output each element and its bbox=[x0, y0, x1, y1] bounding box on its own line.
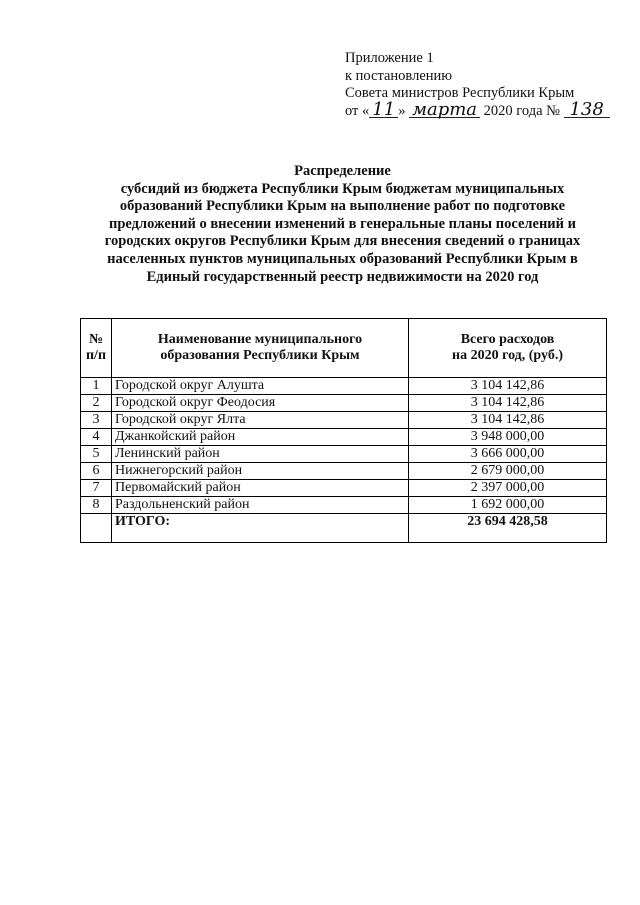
document-title bbox=[80, 163, 605, 286]
table-row bbox=[81, 412, 607, 429]
appendix-title: Приложение 1 bbox=[345, 50, 434, 66]
column-header-amount: Всего расходов на 2020 год, (руб.) bbox=[409, 319, 607, 378]
title-line: Распределение bbox=[294, 163, 391, 179]
total-row bbox=[81, 514, 607, 543]
amount: 3 104 142,86 bbox=[409, 395, 607, 412]
amount: 3 104 142,86 bbox=[409, 412, 607, 429]
table-header-row bbox=[81, 319, 607, 378]
row-number: 6 bbox=[81, 463, 112, 480]
row-number: 7 bbox=[81, 480, 112, 497]
table-row bbox=[81, 429, 607, 446]
table-row bbox=[81, 378, 607, 395]
amount: 2 397 000,00 bbox=[409, 480, 607, 497]
column-header-name: Наименование муниципального образования Республики Крым bbox=[112, 319, 409, 378]
table-row bbox=[81, 395, 607, 412]
row-number: 1 bbox=[81, 378, 112, 395]
title-line: субсидий из бюджета Республики Крым бюджетам муниципальных bbox=[120, 180, 565, 197]
table-row bbox=[81, 463, 607, 480]
row-number: 3 bbox=[81, 412, 112, 429]
municipality-name: Раздольненский район bbox=[112, 497, 409, 514]
table-row bbox=[81, 446, 607, 463]
table-row bbox=[81, 480, 607, 497]
table-row bbox=[81, 497, 607, 514]
amount: 1 692 000,00 bbox=[409, 497, 607, 514]
municipality-name: Городской округ Феодосия bbox=[112, 395, 409, 412]
column-header-number: № п/п bbox=[81, 319, 112, 378]
date-prefix: от « bbox=[345, 102, 370, 119]
amount: 2 679 000,00 bbox=[409, 463, 607, 480]
amount: 3 104 142,86 bbox=[409, 378, 607, 395]
row-number: 8 bbox=[81, 497, 112, 514]
subsidy-table bbox=[80, 318, 607, 543]
municipality-name: Городской округ Алушта bbox=[112, 378, 409, 395]
total-amount: 23 694 428,58 bbox=[409, 514, 607, 543]
total-label: ИТОГО: bbox=[112, 514, 409, 543]
row-number: 5 bbox=[81, 446, 112, 463]
row-number: 4 bbox=[81, 429, 112, 446]
municipality-name: Первомайский район bbox=[112, 480, 409, 497]
appendix-authority: Совета министров Республики Крым bbox=[345, 85, 575, 101]
appendix-header bbox=[345, 50, 610, 120]
date-month: марта bbox=[409, 103, 480, 118]
appendix-date-line bbox=[345, 98, 610, 121]
date-year: 2020 года № bbox=[483, 102, 560, 119]
row-number: 2 bbox=[81, 395, 112, 412]
document-number: 138 bbox=[564, 103, 610, 118]
date-separator: » bbox=[398, 102, 406, 119]
title-line: образований Республики Крым на выполнение работ по подготовке bbox=[119, 198, 566, 215]
title-line: предложений о внесении изменений в генеральные планы поселений и bbox=[108, 215, 576, 232]
municipality-name: Джанкойский район bbox=[112, 429, 409, 446]
appendix-reference: к постановлению bbox=[345, 67, 453, 84]
total-empty-cell bbox=[81, 514, 112, 543]
amount: 3 948 000,00 bbox=[409, 429, 607, 446]
amount: 3 666 000,00 bbox=[409, 446, 607, 463]
title-line: Единый государственный реестр недвижимости на 2020 год bbox=[146, 268, 539, 285]
date-day: 11 bbox=[369, 103, 398, 118]
title-line: населенных пунктов муниципальных образований Республики Крым в bbox=[107, 250, 578, 267]
municipality-name: Городской округ Ялта bbox=[112, 412, 409, 429]
municipality-name: Ленинский район bbox=[112, 446, 409, 463]
title-line: городских округов Республики Крым для внесения сведений о границах bbox=[104, 233, 581, 250]
municipality-name: Нижнегорский район bbox=[112, 463, 409, 480]
